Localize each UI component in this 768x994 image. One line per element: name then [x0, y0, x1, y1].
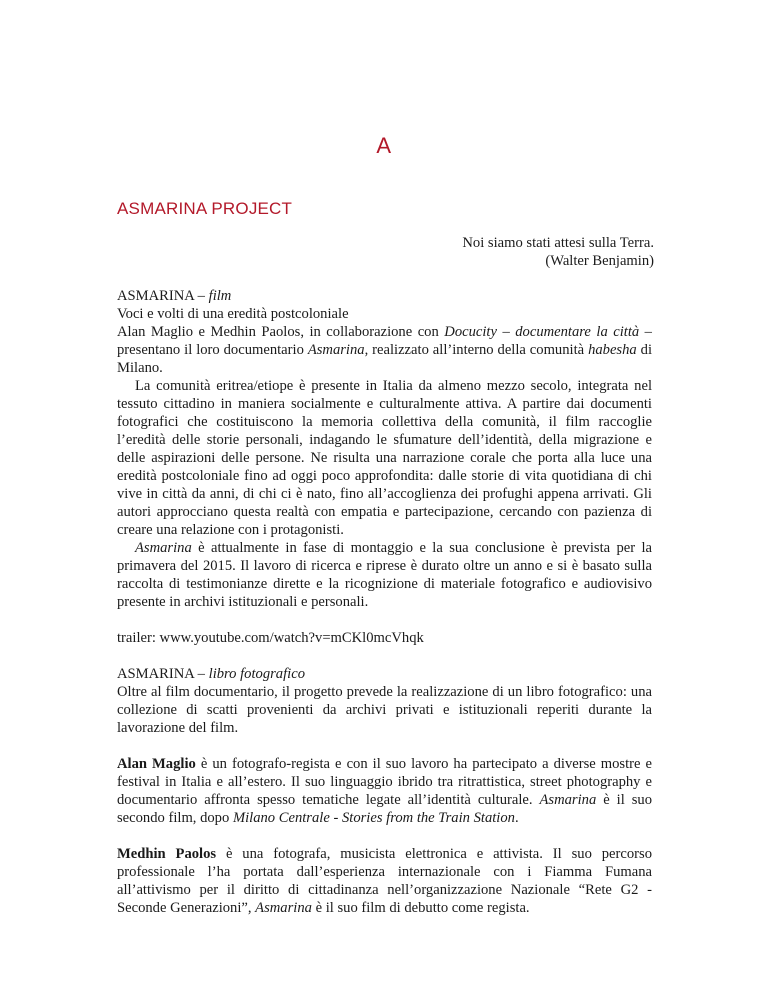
epigraph — [462, 234, 654, 270]
film-subtitle: Voci e volti di una eredità postcoloniale — [117, 306, 349, 322]
bio-name: Medhin Paolos — [117, 846, 217, 862]
chapter-letter: A — [376, 133, 392, 158]
film-paragraph-2: La comunità eritrea/etiope è presente in Italia da almeno mezzo secolo, integrata nel tessuto cittadino in maniera socialmente e culturalmente attiva. A partire dai documenti fotografici che costituiscono la memoria collettiva della comunità, il film raccoglie l’eredità delle storie personali, indagando le sfumature dell’identità, della migrazione e delle aspirazioni delle persone. Ne risulta una narrazione corale che porta alla luce una eredità postcoloniale fino ad oggi poco approfondita: dalle storie di vita quotidiana di chi vive in città da anni, di chi ci è nato, fino all’accoglienza dei profughi appena arrivati. Gli autori approcciano questa realtà con empatia e partecipazione, cercando con pazienza di creare una relazione con i protagonisti. — [117, 378, 652, 538]
epigraph-author: (Walter Benjamin) — [545, 253, 654, 269]
film-heading: ASMARINA – film — [117, 288, 232, 304]
section-title: ASMARINA PROJECT — [117, 199, 293, 218]
film-heading-sub: film — [208, 288, 232, 304]
trailer-link[interactable]: trailer: www.youtube.com/watch?v=mCKl0mcVhqk — [117, 630, 424, 646]
film-paragraph-1: Alan Maglio e Medhin Paolos, in collaborazione con Docucity – documentare la città – presentano il loro documentario Asmarina, realizzato all’interno della comunità habesha di Milano. — [117, 324, 653, 376]
bio-medhin-paolos: Medhin Paolos è una fotografa, musicista elettronica e attivista. Il suo percorso professionale l’ha portata dall’esperienza internazionale con i Fiamma Fumana all’attivismo per il diritto di cittadinanza nell’organizzazione Nazionale “Rete G2 - Seconde Generazioni”, Asmarina è il suo film di debutto come regista. — [117, 846, 652, 916]
bio-alan-maglio: Alan Maglio è un fotografo-regista e con il suo lavoro ha partecipato a diverse mostre e festival in Italia e all’estero. Il suo linguaggio ibrido tra ritrattistica, street photography e documentario affronta spesso tematiche legate all’identità culturale. Asmarina è il suo secondo film, dopo Milano Centrale - Stories from the Train Station. — [117, 756, 652, 826]
book-heading-sub: libro fotografico — [208, 666, 305, 682]
document-body — [117, 287, 652, 917]
book-heading: ASMARINA – libro fotografico — [117, 666, 305, 682]
book-paragraph: Oltre al film documentario, il progetto prevede la realizzazione di un libro fotografico: una collezione di scatti provenienti da archivi privati e istituzionali reperiti durante la lavorazione del film. — [117, 684, 652, 736]
epigraph-quote: Noi siamo stati attesi sulla Terra. — [462, 235, 654, 251]
bio-name: Alan Maglio — [117, 756, 196, 772]
film-paragraph-3: Asmarina è attualmente in fase di montaggio e la sua conclusione è prevista per la primavera del 2015. Il lavoro di ricerca e riprese è durato oltre un anno e si è basato sulla raccolta di testimonianze dirette e la ricognizione di materiale fotografico e audiovisivo presente in archivi istituzionali e personali. — [117, 540, 652, 610]
